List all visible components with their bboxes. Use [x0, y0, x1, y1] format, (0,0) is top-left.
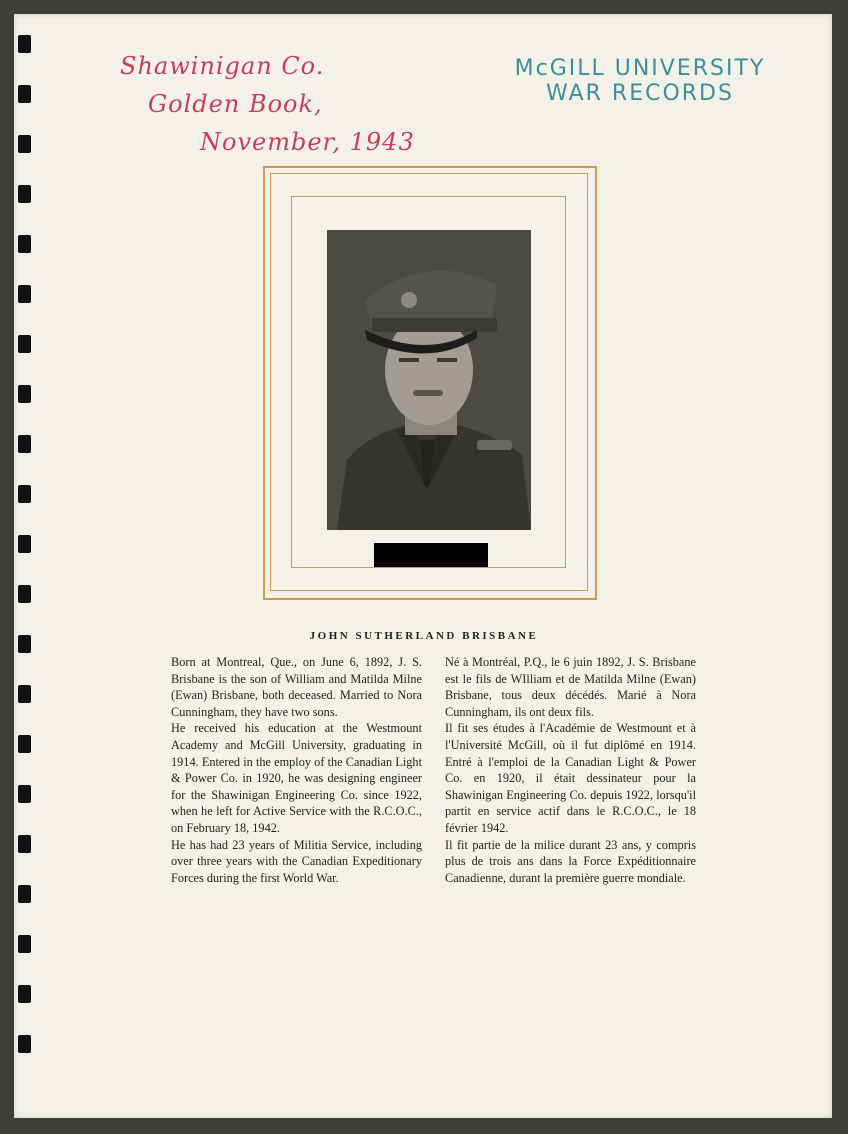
english-paragraph-2: He received his education at the Westmount Academy and McGill University, graduating in 1914. Entered in the employ of the Canadian Light & Power Co. in 1920, he was designing engineer for the Shawinigan Engineering Co. since 1922, when he left for Active Service with the R.C.O.C., on February 18, 1942.	[171, 721, 422, 835]
portrait-illustration	[327, 230, 531, 530]
binding-hole	[18, 85, 31, 103]
portrait-photo	[327, 230, 531, 530]
binding-hole	[18, 235, 31, 253]
binding-hole	[18, 185, 31, 203]
person-name-heading: JOHN SUTHERLAND BRISBANE	[309, 630, 539, 642]
binding-hole	[18, 485, 31, 503]
binding-hole	[18, 685, 31, 703]
binding-hole	[18, 385, 31, 403]
stamp-line-2: WAR RECORDS	[546, 81, 734, 106]
english-paragraph-3: He has had 23 years of Militia Service, including over three years with the Canadian Expeditionary Forces during the first World War.	[171, 837, 422, 885]
binding-hole	[18, 985, 31, 1003]
binding-hole	[18, 885, 31, 903]
french-paragraph-2: Il fit ses études à l'Académie de Westmount et à l'Université McGill, où il fut diplômé en 1914. Entré à l'emploi de la Canadian Light & Power Co. en 1920, il était dessinateur pour la Shawinigan Engineering Co. depuis 1922, lorsqu'il partit en service actif dans le R.C.O.C., le 18 février 1942.	[445, 721, 696, 835]
binding-hole	[18, 585, 31, 603]
handwritten-note-line-3: November, 1943	[200, 128, 415, 156]
redaction-bar	[374, 543, 488, 567]
binding-hole	[18, 335, 31, 353]
binding-hole	[18, 35, 31, 53]
french-paragraph-3: Il fit partie de la milice durant 23 ans, y compris plus de trois ans dans la Force Expéditionnaire Canadienne, durant la première guerre mondiale.	[445, 837, 696, 885]
binding-hole	[18, 785, 31, 803]
binding-hole	[18, 935, 31, 953]
binding-hole	[18, 1035, 31, 1053]
french-biography	[445, 654, 696, 886]
binding-hole	[18, 835, 31, 853]
binding-hole	[18, 135, 31, 153]
handwritten-note-line-1: Shawinigan Co.	[120, 52, 325, 80]
french-paragraph-1: Né à Montréal, P.Q., le 6 juin 1892, J. S. Brisbane est le fils de WIlliam et de Matilda Milne (Ewan) Brisbane, tous deux décédés. Marié à Nora Cunningham, ils ont deux fils.	[445, 655, 696, 719]
handwritten-note-line-2: Golden Book,	[148, 90, 323, 118]
binding-hole	[18, 535, 31, 553]
english-paragraph-1: Born at Montreal, Que., on June 6, 1892, J. S. Brisbane is the son of William and Matilda Milne (Ewan) Brisbane, both deceased. Married to Nora Cunningham, they have two sons.	[171, 655, 422, 719]
stamp-line-1: McGILL UNIVERSITY	[514, 56, 766, 81]
english-biography	[171, 654, 422, 886]
binding-hole	[18, 435, 31, 453]
war-records-stamp	[505, 56, 775, 106]
binding-hole	[18, 285, 31, 303]
binding-hole	[18, 735, 31, 753]
